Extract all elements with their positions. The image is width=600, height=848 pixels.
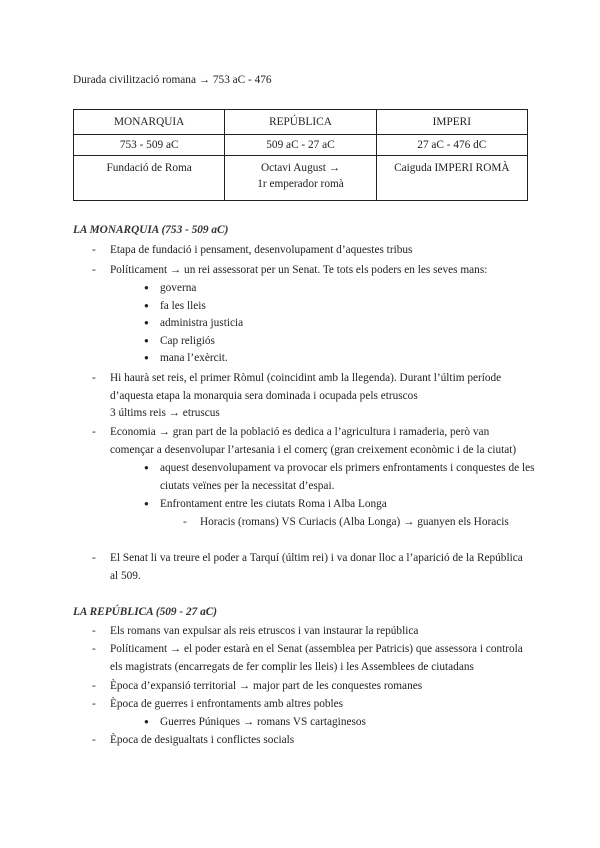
dash-marker: - (92, 372, 96, 384)
intro-line: Durada civilització romana → 753 aC - 476 (73, 74, 272, 86)
list-item-text: Políticament → el poder estarà en el Senat (assemblea per Patricis) que assessora i controla (110, 643, 523, 655)
table-cell: 27 aC - 476 dC (376, 135, 527, 156)
table-header-row (74, 110, 528, 135)
list-item-text: Època de guerres i enfrontaments amb altres pobles (110, 698, 344, 710)
table-cell: Fundació de Roma (74, 156, 225, 201)
table-cell: Octavi August → 1r emperador romà (225, 156, 376, 201)
list-item-text: els magistrats (encarregats de fer complir les lleis) i les Assemblees de ciutadans (110, 661, 474, 673)
list-item-text: d’aquesta etapa la monarquia sera dominada i ocupada pels etruscos (110, 390, 418, 402)
list-item-text: ciutats veïnes per la necessitat d’espai. (160, 480, 335, 492)
bullet-icon: ● (144, 499, 149, 508)
list-item-text: Políticament → un rei assessorat per un Senat. Te tots els poders en les seves mans: (110, 264, 488, 276)
bullet-icon: ● (144, 318, 149, 327)
list-item-text: Els romans van expulsar als reis etruscos i van instaurar la república (110, 625, 419, 637)
list-item-text: El Senat li va treure el poder a Tarquí (últim rei) i va donar lloc a l’aparició de la República (110, 552, 523, 564)
periods-table (73, 109, 528, 201)
list-item-text: Cap religiós (160, 335, 215, 347)
section-heading-monarquia: LA MONARQUIA (753 - 509 aC) (73, 224, 229, 236)
list-item-text: governa (160, 282, 197, 294)
list-item-text: aquest desenvolupament va provocar els primers enfrontaments i conquestes de les (160, 462, 535, 474)
table-header: IMPERI (376, 110, 527, 135)
dash-marker: - (92, 264, 96, 276)
list-item-text: administra justicia (160, 317, 244, 329)
table-cell: Caiguda IMPERI ROMÀ (376, 156, 527, 201)
dash-marker: - (92, 680, 96, 692)
bullet-icon: ● (144, 336, 149, 345)
list-item-text: Guerres Púniques → romans VS cartaginesos (160, 716, 366, 728)
list-item-text: Enfrontament entre les ciutats Roma i Alba Longa (160, 498, 387, 510)
dash-marker: - (92, 734, 96, 746)
list-item-text: 3 últims reis → etruscus (110, 407, 220, 419)
table-cell: 509 aC - 27 aC (225, 135, 376, 156)
dash-marker: - (92, 552, 96, 564)
table-cell: 753 - 509 aC (74, 135, 225, 156)
list-item-text: Època d’expansió territorial → major part de les conquestes romanes (110, 680, 423, 692)
table-header: MONARQUIA (74, 110, 225, 135)
list-item-text: al 509. (110, 570, 141, 582)
table-row (74, 135, 528, 156)
dash-marker: - (92, 625, 96, 637)
list-item-text: Època de desigualtats i conflictes socials (110, 734, 295, 746)
table-header: REPÚBLICA (225, 110, 376, 135)
table-row (74, 156, 528, 201)
list-item-text: Economia → gran part de la població es dedica a l’agricultura i ramaderia, però van (110, 426, 490, 438)
list-item-text: Etapa de fundació i pensament, desenvolupament d’aquestes tribus (110, 244, 413, 256)
dash-marker: - (183, 516, 187, 528)
bullet-icon: ● (144, 283, 149, 292)
dash-marker: - (92, 426, 96, 438)
dash-marker: - (92, 698, 96, 710)
dash-marker: - (92, 244, 96, 256)
list-item-text: Hi haurà set reis, el primer Ròmul (coincidint amb la llegenda). Durant l’últim període (110, 372, 502, 384)
list-item-text: començar a desenvolupar l’artesania i el comerç (gran creixement econòmic i de la ciutat) (110, 444, 517, 456)
bullet-icon: ● (144, 353, 149, 362)
bullet-icon: ● (144, 301, 149, 310)
list-item-text: Horacis (romans) VS Curiacis (Alba Longa) → guanyen els Horacis (200, 516, 509, 528)
list-item-text: fa les lleis (160, 300, 206, 312)
bullet-icon: ● (144, 463, 149, 472)
list-item-text: mana l’exèrcit. (160, 352, 228, 364)
bullet-icon: ● (144, 717, 149, 726)
section-heading-republica: LA REPÚBLICA (509 - 27 aC) (73, 606, 218, 618)
dash-marker: - (92, 643, 96, 655)
